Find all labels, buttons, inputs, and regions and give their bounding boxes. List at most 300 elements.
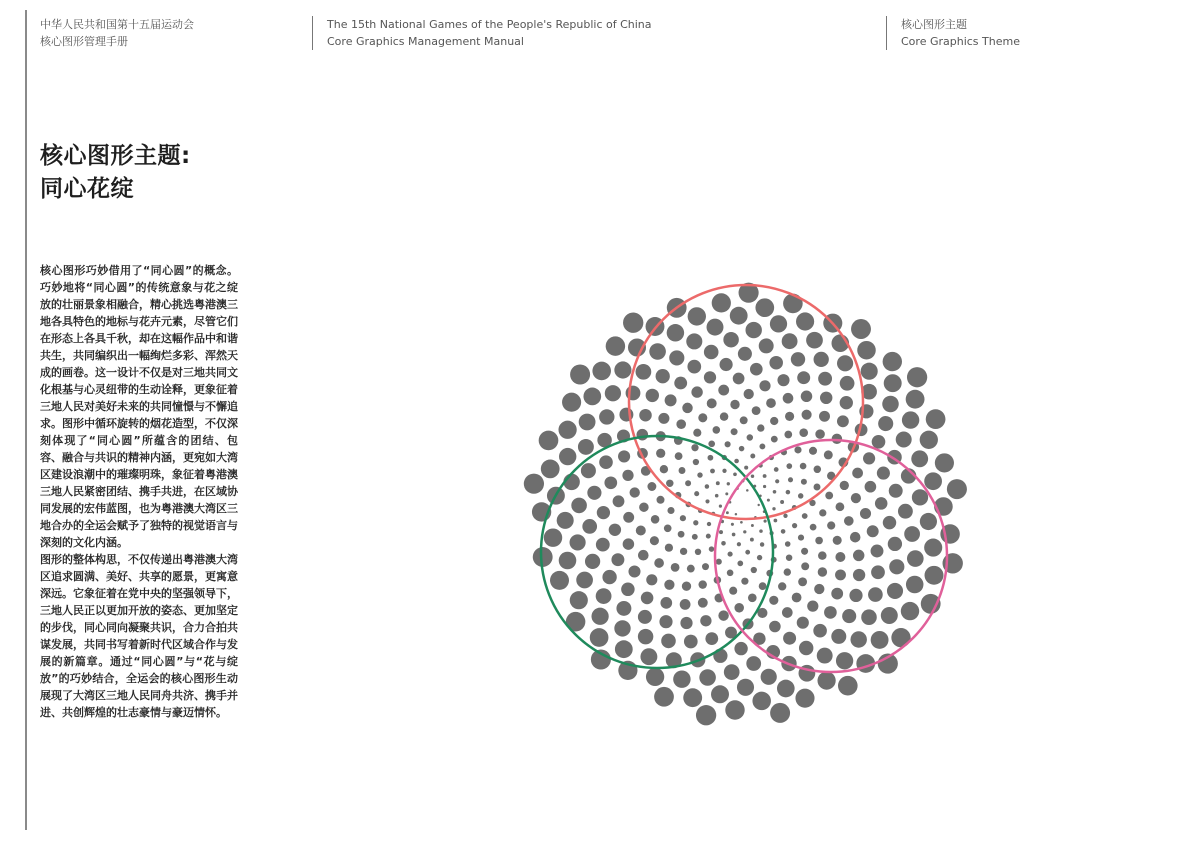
header-section-label [886, 16, 1020, 50]
pattern-dot [744, 389, 754, 399]
pattern-dot [599, 409, 614, 424]
pattern-dot [759, 529, 763, 533]
pattern-dot [792, 523, 797, 528]
pattern-dot [799, 641, 813, 655]
pattern-dot [883, 516, 896, 529]
pattern-dot [889, 559, 904, 574]
pattern-dot [671, 563, 680, 572]
pattern-dot [868, 587, 883, 602]
pattern-dot [585, 554, 600, 569]
pattern-dot [741, 578, 748, 585]
pattern-dot [685, 480, 691, 486]
pattern-dot [818, 672, 836, 690]
pattern-dot [650, 536, 659, 545]
pattern-dot [716, 481, 720, 485]
pattern-dot [840, 376, 855, 391]
pattern-dot [748, 593, 757, 602]
pattern-dot [853, 550, 864, 561]
pattern-dot [570, 365, 590, 385]
pattern-dot [907, 550, 924, 567]
pattern-dot [775, 479, 779, 483]
pattern-dot [680, 599, 691, 610]
pattern-dot [582, 519, 597, 534]
pattern-dot [795, 689, 814, 708]
pattern-dot [783, 294, 803, 314]
pattern-dot [587, 486, 601, 500]
pattern-dot [669, 350, 684, 365]
pattern-dot [819, 509, 826, 516]
pattern-dot [759, 582, 767, 590]
pattern-dot [746, 322, 762, 338]
pattern-dot [796, 312, 814, 330]
pattern-dot [707, 522, 711, 526]
pattern-dot [704, 345, 719, 360]
pattern-dot [732, 533, 736, 537]
pattern-dot [682, 582, 691, 591]
pattern-dot [784, 568, 791, 575]
pattern-dot [751, 567, 757, 573]
pattern-dot [658, 413, 669, 424]
pattern-dot [782, 607, 793, 618]
pattern-dot [820, 392, 832, 404]
pattern-dot [770, 703, 790, 723]
pattern-dot [814, 484, 821, 491]
pattern-dot [925, 566, 944, 585]
pattern-dot [777, 374, 789, 386]
pattern-dot [680, 617, 692, 629]
pattern-dot [782, 333, 798, 349]
pattern-dot [797, 371, 810, 384]
pattern-dot [640, 648, 657, 665]
pattern-dot [541, 460, 560, 479]
pattern-dot [831, 588, 843, 600]
pattern-dot [783, 514, 787, 518]
pattern-dot [784, 431, 792, 439]
pattern-dot [691, 386, 702, 397]
pattern-dot [877, 467, 890, 480]
pattern-dot [860, 508, 871, 519]
pattern-dot [840, 396, 853, 409]
pattern-dot [920, 513, 937, 530]
pattern-dot [818, 567, 827, 576]
pattern-dot [700, 615, 711, 626]
pattern-dot [611, 553, 624, 566]
pattern-dot [912, 489, 928, 505]
pattern-dot [656, 449, 665, 458]
pattern-dot [898, 504, 913, 519]
pattern-dot [725, 441, 731, 447]
pattern-dot [596, 588, 612, 604]
pattern-dot [755, 298, 774, 317]
pattern-dot [838, 676, 858, 696]
header-section-en: Core Graphics Theme [901, 35, 1020, 48]
pattern-dot [699, 669, 716, 686]
pattern-dot [693, 429, 701, 437]
pattern-dot [688, 307, 706, 325]
pattern-dot [794, 446, 801, 453]
pattern-dot [720, 412, 728, 420]
pattern-dot [857, 341, 876, 360]
pattern-dot [558, 421, 576, 439]
pattern-dot [824, 450, 833, 459]
pattern-dot [750, 538, 754, 542]
pattern-dot [698, 413, 707, 422]
header-games-name-en: The 15th National Games of the People's Republic of China [327, 18, 652, 31]
pattern-dot [801, 391, 813, 403]
pattern-dot [616, 601, 631, 616]
pattern-dot [791, 352, 805, 366]
pattern-dot [887, 583, 903, 599]
pattern-dot [656, 369, 670, 383]
pattern-dot [751, 524, 754, 527]
pattern-dot [786, 490, 791, 495]
pattern-dot [783, 632, 796, 645]
pattern-dot [606, 336, 625, 355]
pattern-dot [665, 544, 673, 552]
pattern-dot [774, 467, 779, 472]
pattern-dot [737, 542, 741, 546]
pattern-dot [674, 377, 687, 390]
pattern-dot [769, 621, 781, 633]
pattern-dot [735, 513, 737, 515]
pattern-dot [707, 319, 724, 336]
pattern-dot [661, 634, 676, 649]
pattern-dot [792, 593, 802, 603]
pattern-dot [693, 520, 698, 525]
pattern-dot [851, 319, 871, 339]
pattern-dot [850, 631, 866, 647]
pattern-dot [740, 416, 748, 424]
pattern-dot [849, 589, 862, 602]
pattern-dot [759, 338, 774, 353]
pattern-dot [798, 493, 803, 498]
pattern-dot [833, 536, 842, 545]
pattern-dot [614, 361, 631, 378]
pattern-dot [835, 552, 845, 562]
pattern-dot [752, 406, 761, 415]
pattern-dot [757, 424, 764, 431]
pattern-dot [708, 440, 715, 447]
pattern-dot [771, 436, 778, 443]
pattern-dot [667, 324, 684, 341]
pattern-dot [865, 481, 877, 493]
pattern-dot [853, 569, 865, 581]
pattern-dot [702, 563, 709, 570]
pattern-dot [646, 389, 659, 402]
pattern-dot [837, 355, 853, 371]
pattern-dot [746, 489, 749, 492]
pattern-dot [697, 472, 702, 477]
pattern-dot [639, 502, 648, 511]
pattern-dot [711, 685, 729, 703]
pattern-dot [878, 416, 893, 431]
pattern-dot [851, 493, 861, 503]
pattern-dot [715, 494, 719, 498]
pattern-dot [687, 360, 701, 374]
pattern-dot [728, 552, 733, 557]
pattern-dot [901, 602, 919, 620]
pattern-dot [719, 505, 722, 508]
pattern-dot [750, 454, 755, 459]
pattern-dot [639, 409, 652, 422]
pattern-dot [801, 479, 807, 485]
pattern-dot [889, 484, 903, 498]
pattern-dot [649, 343, 666, 360]
pattern-dot [770, 315, 787, 332]
pattern-dot [666, 480, 673, 487]
pattern-dot [618, 450, 630, 462]
pattern-dot [597, 506, 610, 519]
pattern-dot [835, 569, 846, 580]
pattern-dot [716, 559, 722, 565]
pattern-dot [630, 487, 640, 497]
pattern-dot [718, 385, 729, 396]
pattern-dot [935, 453, 954, 472]
pattern-dot [680, 548, 687, 555]
pattern-dot [739, 446, 745, 452]
pattern-dot [744, 466, 748, 470]
pattern-dot [583, 388, 601, 406]
pattern-dot [801, 562, 809, 570]
pattern-dot [882, 396, 899, 413]
pattern-dot [613, 495, 625, 507]
pattern-dot [709, 546, 715, 552]
pattern-dot [621, 583, 634, 596]
pattern-dot [824, 606, 837, 619]
pattern-dot [687, 565, 695, 573]
pattern-dot [743, 530, 746, 533]
pattern-dot [861, 363, 878, 380]
pattern-dot [559, 448, 576, 465]
pattern-dot [786, 554, 793, 561]
pattern-dot [734, 459, 739, 464]
pattern-dot [698, 580, 706, 588]
pattern-dot [817, 648, 833, 664]
pattern-dot [592, 362, 611, 381]
pattern-dot [814, 352, 829, 367]
pattern-dot [605, 385, 621, 401]
pattern-dot [844, 516, 854, 526]
pattern-dot [664, 524, 672, 532]
pattern-dot [871, 565, 885, 579]
pattern-dot [718, 610, 728, 620]
pattern-dot [800, 463, 807, 470]
pattern-dot [752, 692, 771, 711]
pattern-dot [896, 432, 912, 448]
pattern-dot [665, 394, 677, 406]
pattern-dot [590, 628, 609, 647]
pattern-dot [750, 363, 763, 376]
pattern-dot [698, 598, 708, 608]
pattern-dot [654, 558, 664, 568]
pattern-dot [871, 545, 884, 558]
pattern-dot [883, 352, 902, 371]
pattern-dot [769, 356, 783, 370]
pattern-dot [559, 552, 577, 570]
pattern-dot [763, 474, 767, 478]
pattern-dot [907, 367, 927, 387]
header-manual-name-en: Core Graphics Management Manual [327, 35, 524, 48]
pattern-dot [664, 580, 674, 590]
pattern-dot [788, 477, 793, 482]
pattern-dot [691, 444, 698, 451]
pattern-dot [609, 524, 621, 536]
page-title [40, 140, 191, 206]
pattern-dot [761, 669, 777, 685]
pattern-dot [764, 520, 767, 523]
header-manual-name: 核心图形管理手册 [40, 35, 128, 48]
pattern-dot [710, 469, 715, 474]
pattern-dot [785, 541, 791, 547]
pattern-dot [724, 664, 740, 680]
pattern-dot [704, 371, 716, 383]
pattern-dot [539, 431, 559, 451]
pattern-dot [636, 364, 652, 380]
pattern-dot [727, 569, 734, 576]
pattern-dot [734, 642, 747, 655]
pattern-dot [730, 400, 739, 409]
pattern-dot [678, 531, 685, 538]
pattern-dot [723, 332, 739, 348]
pattern-dot [676, 419, 686, 429]
pattern-dot [623, 538, 634, 549]
pattern-dot [751, 474, 754, 477]
pattern-dot [757, 555, 762, 560]
pattern-dot [581, 463, 596, 478]
pattern-dot [772, 507, 775, 510]
pattern-dot [646, 668, 664, 686]
pattern-dot [777, 680, 795, 698]
pattern-dot [614, 620, 630, 636]
pattern-dot [806, 332, 823, 349]
pattern-dot [810, 524, 817, 531]
body-paragraph-1: 核心图形巧妙借用了“同心圆”的概念。巧妙地将“同心圆”的传统意象与花之绽放的壮丽景象相融合，精心挑选粤港澳三地各具特色的地标与花卉元素，尽管它们在形态上各具千秋，却在这幅作品中和谐共生，共同编织出一幅绚烂多彩、浑然天成的画卷。这一设计不仅是对三地共同文化根基与心灵纽带的生动诠释，更象征着三地人民对美好未来的共同憧憬与不懈追求。图形中循环旋转的烟花造型，不仅深刻体现了“同心圆”所蕴含的团结、包容、融合与共识的精神内涵，更宛如大湾区建设浪潮中的璀璨明珠，象征着粤港澳三地人民紧密团结、携手共进，在区域协同发展的宏伟蓝图，也为粤港澳大湾区三地合办的全运会赋予了独特的视觉语言与深刻的文化内涵。 [40, 264, 238, 549]
body-paragraph-2: 图形的整体构思，不仅传递出粤港澳大湾区追求圆满、美好、共享的愿景，更寓意深远。它象征着在党中央的坚强领导下，三地人民正以更加开放的姿态、更加坚定的步伐，同心同向凝聚共识，合力合拍共谋发展，共同书写着新时代区域合作与发展的新篇章。通过“同心圆”与“花与绽放”的巧妙结合，全运会的核心图形生动展现了大湾区三地人民同舟共济、携手并进、共创辉煌的壮志豪情与豪迈情怀。 [40, 553, 238, 719]
pattern-dot [818, 551, 827, 560]
pattern-dot [706, 534, 711, 539]
page-title-line2: 同心花绽 [40, 176, 134, 202]
pattern-dot [770, 417, 778, 425]
pattern-dot [745, 550, 750, 555]
pattern-dot [731, 428, 738, 435]
pattern-dot [682, 403, 693, 414]
pattern-dot [807, 600, 818, 611]
pattern-dot [924, 539, 942, 557]
pattern-dot [615, 640, 633, 658]
pattern-dot [733, 373, 745, 385]
left-margin-rule [25, 10, 27, 830]
body-text [40, 262, 238, 721]
pattern-dot [550, 571, 569, 590]
pattern-dot [721, 541, 726, 546]
pattern-dot [906, 576, 924, 594]
pattern-dot [902, 411, 919, 428]
pattern-dot [842, 609, 856, 623]
pattern-dot [638, 629, 653, 644]
pattern-dot [660, 597, 672, 609]
pattern-dot [797, 617, 809, 629]
pattern-dot [602, 570, 616, 584]
pattern-dot [801, 548, 808, 555]
pattern-dot [926, 409, 946, 429]
pattern-dot [654, 687, 674, 707]
pattern-dot [524, 474, 544, 494]
pattern-dot [683, 688, 702, 707]
pattern-dot [815, 429, 825, 439]
pattern-dot [570, 591, 588, 609]
pattern-dot [840, 481, 849, 490]
pattern-dot [646, 574, 657, 585]
pattern-dot [727, 482, 730, 485]
pattern-dot [684, 635, 698, 649]
pattern-dot [759, 380, 770, 391]
pattern-dot [686, 333, 702, 349]
pattern-dot [881, 607, 898, 624]
pattern-dot [562, 393, 581, 412]
pattern-dot [759, 443, 765, 449]
pattern-dot [836, 652, 853, 669]
pattern-dot [722, 469, 726, 473]
header-chinese-title [40, 16, 194, 50]
pattern-dot [673, 670, 690, 687]
pattern-dot [737, 561, 743, 567]
pattern-dot [819, 411, 830, 422]
pattern-dot [904, 526, 920, 542]
pattern-dot [705, 499, 709, 503]
pattern-dot [802, 513, 808, 519]
pattern-dot [638, 550, 649, 561]
pattern-dot [813, 624, 827, 638]
pattern-dot [725, 492, 728, 495]
pattern-dot [769, 596, 778, 605]
pattern-dot [825, 492, 833, 500]
pattern-dot [576, 572, 593, 589]
pattern-dot [888, 537, 902, 551]
pattern-dot [720, 358, 733, 371]
pattern-dot [570, 534, 586, 550]
pattern-dot [641, 592, 654, 605]
pattern-dot [675, 452, 683, 460]
pattern-dot [763, 485, 766, 488]
pattern-dot [867, 525, 879, 537]
pattern-dot [695, 549, 701, 555]
pattern-dot [740, 521, 743, 524]
pattern-dot [712, 293, 731, 312]
pattern-dot [799, 428, 808, 437]
core-graphic-concentric-bloom [500, 262, 1000, 742]
pattern-dot [707, 398, 717, 408]
pattern-dot [911, 450, 928, 467]
pattern-dot [696, 705, 716, 725]
pattern-dot [729, 587, 737, 595]
pattern-dot [781, 529, 786, 534]
pattern-dot [924, 472, 942, 490]
pattern-dot [783, 393, 794, 404]
pattern-dot [766, 398, 776, 408]
pattern-dot [680, 515, 686, 521]
pattern-dot [599, 455, 613, 469]
pattern-dot [578, 439, 594, 455]
pattern-dot [659, 615, 672, 628]
pattern-dot [667, 507, 674, 514]
header-english-title [312, 16, 652, 50]
pattern-dot [651, 515, 660, 524]
pattern-dot [708, 455, 714, 461]
pattern-dot [737, 679, 754, 696]
pattern-dot [786, 463, 792, 469]
pattern-dot [798, 535, 804, 541]
pattern-dot [872, 435, 886, 449]
